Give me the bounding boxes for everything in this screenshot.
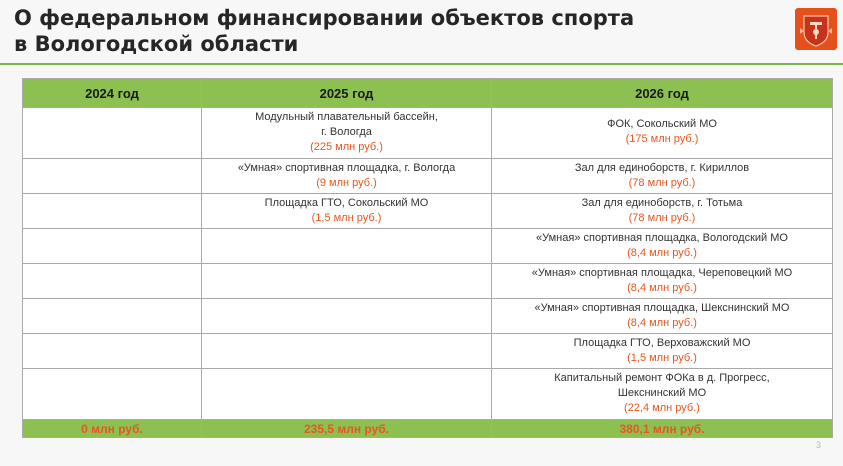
project-name: «Умная» спортивная площадка, Шекснинский МО [534,302,790,314]
header-2026: 2026 год [492,79,833,108]
table-row [23,369,833,420]
project-amount: (8,4 млн руб.) [627,282,697,294]
project-amount: (1,5 млн руб.) [311,212,382,224]
cell-2024 [23,334,202,369]
title-divider [0,63,843,65]
cell-2026 [492,369,833,420]
cell-2024 [23,264,202,299]
project-name: «Умная» спортивная площадка, г. Вологда [237,162,456,174]
funding-table [22,78,833,438]
cell-2024 [23,369,202,420]
cell-2025 [202,229,492,264]
project-name: г. Вологда [321,126,372,138]
project-amount: (8,4 млн руб.) [627,247,697,259]
cell-2025 [202,108,492,159]
table-header-row [23,79,833,108]
project-amount: (9 млн руб.) [316,177,377,189]
cell-2026 [492,159,833,194]
project-name: «Умная» спортивная площадка, Вологодский МО [536,232,788,244]
project-amount: (8,4 млн руб.) [627,317,697,329]
title-line-1: О федеральном финансировании объектов спорта [14,6,635,30]
table-row [23,159,833,194]
cell-2024 [23,299,202,334]
project-name: Капитальный ремонт ФОКа в д. Прогресс, [554,372,770,384]
cell-2025 [202,264,492,299]
cell-2026 [492,264,833,299]
header-2024: 2024 год [23,79,202,108]
project-name: Шекснинский МО [617,387,707,399]
cell-2025 [202,194,492,229]
cell-2026 [492,194,833,229]
totals-row [23,420,833,438]
table-row [23,334,833,369]
cell-2026 [492,108,833,159]
cell-2026 [492,334,833,369]
project-name: Зал для единоборств, г. Кириллов [574,162,750,174]
table-row [23,264,833,299]
project-name: ФОК, Сокольский МО [607,118,717,130]
project-amount: (78 млн руб.) [628,212,696,224]
cell-2024 [23,194,202,229]
project-name: Площадка ГТО, Сокольский МО [264,197,429,209]
table-row [23,108,833,159]
cell-2026 [492,229,833,264]
cell-2024 [23,159,202,194]
project-name: Модульный плавательный бассейн, [255,111,438,123]
page-title [14,5,774,57]
table-row [23,194,833,229]
cell-2026 [492,299,833,334]
project-amount: (225 млн руб.) [310,141,383,153]
cell-2025 [202,334,492,369]
table-row [23,299,833,334]
total-2025: 235,5 млн руб. [202,420,492,438]
header-2025: 2025 год [202,79,492,108]
project-name: «Умная» спортивная площадка, Череповецкий МО [531,267,793,279]
cell-2025 [202,299,492,334]
region-coat-of-arms-icon [795,8,837,50]
cell-2025 [202,369,492,420]
title-line-2: в Вологодской области [14,32,299,56]
project-amount: (78 млн руб.) [628,177,696,189]
cell-2024 [23,108,202,159]
project-name: Зал для единоборств, г. Тотьма [581,197,743,209]
total-2026: 380,1 млн руб. [492,420,833,438]
page-number: 3 [815,440,821,450]
project-name: Площадка ГТО, Верховажский МО [573,337,751,349]
cell-2024 [23,229,202,264]
total-2024: 0 млн руб. [23,420,202,438]
cell-2025 [202,159,492,194]
table-row [23,229,833,264]
project-amount: (1,5 млн руб.) [627,352,697,364]
project-amount: (22,4 млн руб.) [624,402,700,414]
project-amount: (175 млн руб.) [625,133,699,145]
